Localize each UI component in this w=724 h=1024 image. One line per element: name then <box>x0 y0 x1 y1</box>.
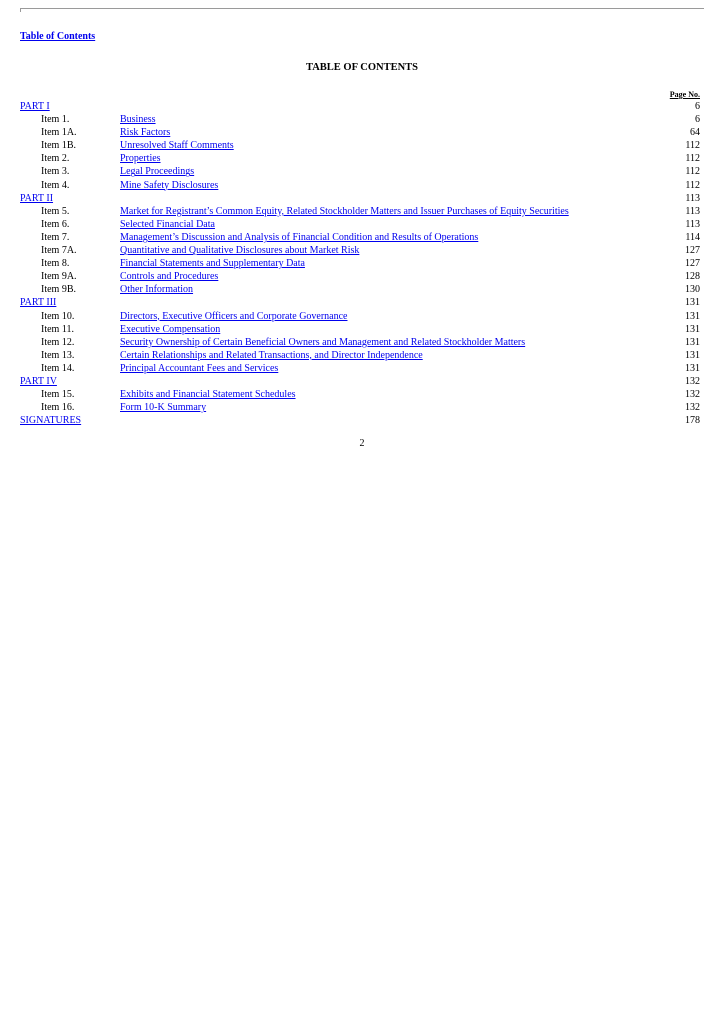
toc-item-number: Item 2. <box>41 153 70 165</box>
toc-item-link[interactable]: Security Ownership of Certain Beneficial Owners and Management and Related Stockholder Matters <box>120 336 526 348</box>
toc-item-row <box>20 165 700 178</box>
toc-page-number: 131 <box>685 323 700 335</box>
toc-item-number: Item 8. <box>41 258 70 270</box>
toc-item-row <box>20 152 700 165</box>
toc-part-row <box>20 414 700 427</box>
toc-page-number: 64 <box>690 127 700 139</box>
toc-item-number: Item 7A. <box>41 245 77 257</box>
toc-page-number: 128 <box>685 271 700 283</box>
toc-part-link[interactable]: SIGNATURES <box>20 415 82 427</box>
toc-page-number: 112 <box>685 166 700 178</box>
toc-item-link[interactable]: Controls and Procedures <box>120 271 219 283</box>
toc-part-row <box>20 192 700 205</box>
toc-item-number: Item 6. <box>41 218 70 230</box>
toc-item-number: Item 4. <box>41 179 70 191</box>
toc-item-link[interactable]: Directors, Executive Officers and Corporate Governance <box>120 310 348 322</box>
toc-item-link[interactable]: Principal Accountant Fees and Services <box>120 362 279 374</box>
page-title: TABLE OF CONTENTS <box>305 62 419 73</box>
top-divider-tick <box>20 8 21 12</box>
toc-page-number: 132 <box>685 375 700 387</box>
toc-item-number: Item 5. <box>41 205 70 217</box>
toc-item-link[interactable]: Market for Registrant’s Common Equity, Related Stockholder Matters and Issuer Purchases of Equity Securities <box>120 205 569 217</box>
toc-item-row <box>20 362 700 375</box>
toc-item-number: Item 3. <box>41 166 70 178</box>
toc-item-row <box>20 244 700 257</box>
toc-page-number: 131 <box>685 336 700 348</box>
toc-item-number: Item 9A. <box>41 271 77 283</box>
toc-item-link[interactable]: Mine Safety Disclosures <box>120 179 219 191</box>
toc-item-number: Item 13. <box>41 349 75 361</box>
toc-item-row <box>20 139 700 152</box>
toc-item-number: Item 1B. <box>41 140 76 152</box>
toc-item-link[interactable]: Form 10-K Summary <box>120 402 207 414</box>
toc-part-link[interactable]: PART I <box>20 101 50 112</box>
page-no-column-header: Page No. <box>669 90 700 99</box>
toc-item-link[interactable]: Executive Compensation <box>120 323 221 335</box>
toc-item-link[interactable]: Legal Proceedings <box>120 166 195 178</box>
toc-page-number: 112 <box>685 140 700 152</box>
toc-item-row <box>20 113 700 126</box>
toc-item-number: Item 1A. <box>41 127 77 139</box>
toc-page-number: 127 <box>685 258 700 270</box>
table-of-contents-link[interactable]: Table of Contents <box>20 31 96 42</box>
toc-item-row <box>20 401 700 414</box>
toc-item-link[interactable]: Other Information <box>120 284 194 296</box>
toc-item-link[interactable]: Quantitative and Qualitative Disclosures about Market Risk <box>120 245 360 257</box>
toc-item-number: Item 7. <box>41 231 70 243</box>
toc-item-number: Item 12. <box>41 336 75 348</box>
toc-item-row <box>20 336 700 349</box>
toc-page-number: 113 <box>685 218 700 230</box>
toc-item-link[interactable]: Financial Statements and Supplementary Data <box>120 258 305 270</box>
toc-page-number: 131 <box>685 297 700 309</box>
toc-item-number: Item 14. <box>41 362 75 374</box>
toc-part-row <box>20 375 700 388</box>
toc-item-row <box>20 283 700 296</box>
toc-page-number: 130 <box>685 284 700 296</box>
toc-page-number: 131 <box>685 310 700 322</box>
toc-item-link[interactable]: Management’s Discussion and Analysis of Financial Condition and Results of Operations <box>120 231 479 243</box>
toc-page-number: 112 <box>685 179 700 191</box>
toc-item-link[interactable]: Exhibits and Financial Statement Schedules <box>120 389 296 401</box>
toc-part-link[interactable]: PART IV <box>20 375 57 387</box>
toc-item-row <box>20 257 700 270</box>
toc-item-row <box>20 179 700 192</box>
toc-item-row <box>20 270 700 283</box>
toc-page-number: 113 <box>685 205 700 217</box>
top-divider <box>20 8 704 9</box>
toc-item-row <box>20 231 700 244</box>
toc-page-number: 113 <box>685 192 700 204</box>
toc-item-number: Item 11. <box>41 323 74 335</box>
toc-page-number: 132 <box>685 402 700 414</box>
toc-page-number: 114 <box>685 231 700 243</box>
toc-page-number: 131 <box>685 362 700 374</box>
toc-list <box>20 100 700 427</box>
toc-part-link[interactable]: PART II <box>20 192 54 204</box>
toc-page-number: 127 <box>685 245 700 257</box>
page-number-footer: 2 <box>359 438 365 449</box>
toc-part-row <box>20 100 700 113</box>
toc-page-number: 131 <box>685 349 700 361</box>
toc-item-row <box>20 126 700 139</box>
toc-part-link[interactable]: PART III <box>20 297 57 309</box>
toc-item-row <box>20 323 700 336</box>
toc-page-number: 178 <box>685 415 700 427</box>
toc-item-number: Item 9B. <box>41 284 76 296</box>
toc-item-link[interactable]: Properties <box>120 153 161 165</box>
toc-item-row <box>20 349 700 362</box>
toc-item-link[interactable]: Selected Financial Data <box>120 218 215 230</box>
toc-page-number: 132 <box>685 389 700 401</box>
toc-item-row <box>20 205 700 218</box>
toc-page-number: 6 <box>695 114 700 126</box>
toc-item-number: Item 1. <box>41 114 70 126</box>
toc-item-link[interactable]: Risk Factors <box>120 127 171 139</box>
toc-item-link[interactable]: Certain Relationships and Related Transactions, and Director Independence <box>120 349 423 361</box>
toc-item-number: Item 10. <box>41 310 75 322</box>
toc-item-row <box>20 218 700 231</box>
toc-item-link[interactable]: Business <box>120 114 156 126</box>
toc-item-row <box>20 388 700 401</box>
toc-item-link[interactable]: Unresolved Staff Comments <box>120 140 234 152</box>
toc-item-number: Item 15. <box>41 389 75 401</box>
toc-item-number: Item 16. <box>41 402 75 414</box>
toc-part-row <box>20 296 700 309</box>
toc-item-row <box>20 310 700 323</box>
toc-page-number: 112 <box>685 153 700 165</box>
toc-page-number: 6 <box>695 101 700 112</box>
